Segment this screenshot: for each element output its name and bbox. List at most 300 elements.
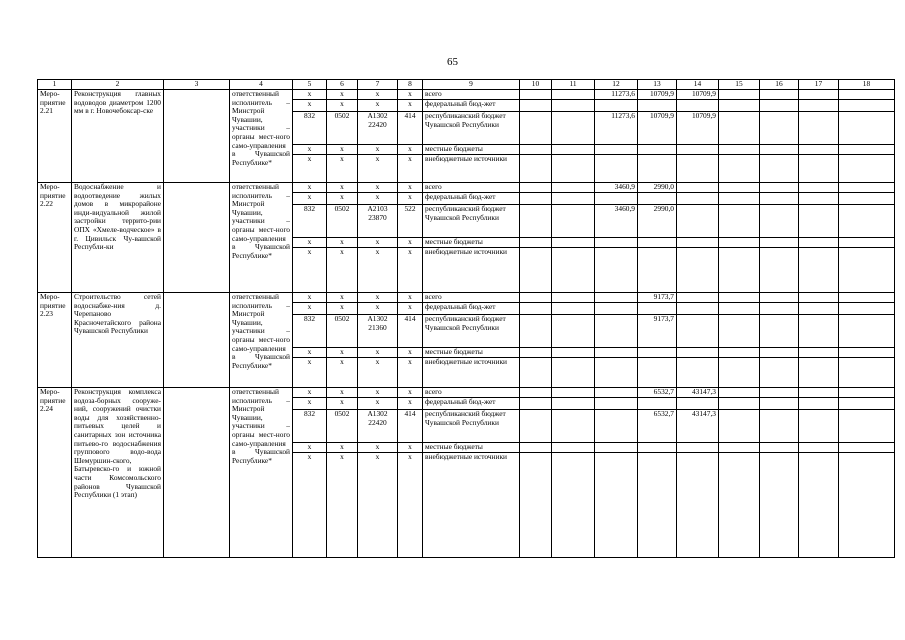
year-value-cell xyxy=(552,145,595,155)
year-value-cell xyxy=(799,205,839,238)
column-header: 8 xyxy=(398,80,423,90)
section-code-cell: x xyxy=(327,100,358,112)
year-value-cell xyxy=(677,398,719,410)
expense-type-cell: x xyxy=(398,348,423,358)
funding-source-cell: всего xyxy=(423,183,520,193)
target-article-cell: А2103 23870 xyxy=(358,205,398,238)
year-value-cell xyxy=(799,348,839,358)
year-value-cell xyxy=(719,293,760,303)
section-code-cell: x xyxy=(327,248,358,293)
year-value-cell xyxy=(839,145,895,155)
year-value-cell xyxy=(799,238,839,248)
year-value-cell xyxy=(839,358,895,388)
year-value-cell xyxy=(677,145,719,155)
year-value-cell xyxy=(595,358,638,388)
year-value-cell xyxy=(799,453,839,558)
year-value-cell xyxy=(638,453,677,558)
table-row xyxy=(38,183,895,193)
column-header: 13 xyxy=(638,80,677,90)
year-value-cell xyxy=(839,183,895,193)
expense-type-cell: x xyxy=(398,303,423,315)
year-value-cell xyxy=(760,248,799,293)
year-value-cell xyxy=(839,348,895,358)
empty-cell xyxy=(164,183,230,293)
section-code-cell: x xyxy=(327,193,358,205)
year-value-cell xyxy=(595,303,638,315)
year-value-cell xyxy=(520,90,552,100)
funding-source-cell: местные бюджеты xyxy=(423,443,520,453)
column-header: 17 xyxy=(799,80,839,90)
year-value-cell xyxy=(719,443,760,453)
year-value-cell xyxy=(595,453,638,558)
funding-source-cell: всего xyxy=(423,388,520,398)
year-value-cell xyxy=(677,315,719,348)
year-value-cell xyxy=(520,398,552,410)
year-value-cell: 10709,9 xyxy=(677,90,719,100)
year-value-cell xyxy=(719,398,760,410)
year-value-cell xyxy=(760,303,799,315)
section-code-cell: x xyxy=(327,303,358,315)
year-value-cell xyxy=(839,248,895,293)
section-code-cell: 0502 xyxy=(327,410,358,443)
year-value-cell xyxy=(520,348,552,358)
year-value-cell xyxy=(839,238,895,248)
executor-cell: ответственный исполнитель – Минстрой Чувашии, участники – органы мест-ного само-управления в Чувашской Республике* xyxy=(230,183,293,293)
year-value-cell xyxy=(595,398,638,410)
ministry-code-cell: x xyxy=(293,348,327,358)
year-value-cell: 10709,9 xyxy=(677,112,719,145)
year-value-cell xyxy=(799,388,839,398)
year-value-cell xyxy=(595,293,638,303)
year-value-cell xyxy=(552,205,595,238)
year-value-cell: 10709,9 xyxy=(638,90,677,100)
year-value-cell xyxy=(760,293,799,303)
empty-cell xyxy=(164,293,230,388)
section-code-cell: x xyxy=(327,155,358,183)
expense-type-cell: x xyxy=(398,193,423,205)
year-value-cell xyxy=(595,410,638,443)
year-value-cell xyxy=(799,183,839,193)
year-value-cell: 2990,0 xyxy=(638,205,677,238)
year-value-cell xyxy=(638,443,677,453)
funding-source-cell: республиканский бюджет Чувашской Республики xyxy=(423,112,520,145)
year-value-cell xyxy=(520,205,552,238)
year-value-cell xyxy=(799,90,839,100)
year-value-cell xyxy=(760,315,799,348)
year-value-cell xyxy=(638,248,677,293)
section-code-cell: x xyxy=(327,398,358,410)
ministry-code-cell: x xyxy=(293,453,327,558)
year-value-cell xyxy=(799,293,839,303)
funding-source-cell: местные бюджеты xyxy=(423,145,520,155)
target-article-cell: x xyxy=(358,100,398,112)
section-code-cell: x xyxy=(327,453,358,558)
year-value-cell xyxy=(520,293,552,303)
ministry-code-cell: x xyxy=(293,248,327,293)
year-value-cell xyxy=(760,443,799,453)
funding-source-cell: республиканский бюджет Чувашской Республики xyxy=(423,410,520,443)
measure-name-cell: Строительство сетей водоснабже-ния д. Черепаново Красночетайского района Чувашской Республики xyxy=(72,293,164,388)
ministry-code-cell: x xyxy=(293,293,327,303)
year-value-cell xyxy=(839,398,895,410)
year-value-cell xyxy=(520,358,552,388)
year-value-cell xyxy=(677,453,719,558)
table-row xyxy=(38,388,895,398)
year-value-cell xyxy=(677,238,719,248)
measure-name-cell: Реконструкция главных водоводов диаметром 1200 мм в г. Новочебоксар-ске xyxy=(72,90,164,183)
year-value-cell xyxy=(719,90,760,100)
target-article-cell: x xyxy=(358,348,398,358)
year-value-cell xyxy=(760,183,799,193)
ministry-code-cell: x xyxy=(293,398,327,410)
target-article-cell: x xyxy=(358,238,398,248)
year-value-cell xyxy=(719,183,760,193)
year-value-cell xyxy=(638,348,677,358)
year-value-cell xyxy=(760,398,799,410)
year-value-cell xyxy=(719,358,760,388)
measure-name-cell: Водоснабжение и водоотведение жилых домов в микрорайоне инди-видуальной жилой застройки террито-рии ОПХ «Хмеле-водческое» в г. Цивильск Чу-вашской Республи-ки xyxy=(72,183,164,293)
column-header: 11 xyxy=(552,80,595,90)
year-value-cell: 6532,7 xyxy=(638,388,677,398)
measure-cell: Меро- приятие 2.23 xyxy=(38,293,72,388)
year-value-cell xyxy=(638,193,677,205)
funding-source-cell: федеральный бюд-жет xyxy=(423,398,520,410)
year-value-cell xyxy=(595,348,638,358)
year-value-cell xyxy=(677,100,719,112)
expense-type-cell: x xyxy=(398,145,423,155)
year-value-cell: 9173,7 xyxy=(638,315,677,348)
year-value-cell xyxy=(552,112,595,145)
year-value-cell xyxy=(677,443,719,453)
year-value-cell xyxy=(552,348,595,358)
funding-source-cell: всего xyxy=(423,90,520,100)
empty-cell xyxy=(164,90,230,183)
year-value-cell xyxy=(552,155,595,183)
funding-source-cell: местные бюджеты xyxy=(423,348,520,358)
year-value-cell xyxy=(595,155,638,183)
year-value-cell xyxy=(760,112,799,145)
column-header: 6 xyxy=(327,80,358,90)
year-value-cell xyxy=(839,155,895,183)
target-article-cell: А1302 22420 xyxy=(358,112,398,145)
year-value-cell xyxy=(638,145,677,155)
year-value-cell xyxy=(595,145,638,155)
expense-type-cell: x xyxy=(398,453,423,558)
year-value-cell xyxy=(839,193,895,205)
target-article-cell: x xyxy=(358,248,398,293)
year-value-cell xyxy=(719,238,760,248)
year-value-cell xyxy=(552,410,595,443)
year-value-cell xyxy=(799,145,839,155)
year-value-cell xyxy=(760,388,799,398)
table-row xyxy=(38,90,895,100)
year-value-cell xyxy=(719,303,760,315)
year-value-cell xyxy=(552,100,595,112)
year-value-cell xyxy=(520,410,552,443)
column-header: 2 xyxy=(72,80,164,90)
year-value-cell xyxy=(595,100,638,112)
measure-cell: Меро- приятие 2.22 xyxy=(38,183,72,293)
funding-source-cell: внебюджетные источники xyxy=(423,358,520,388)
year-value-cell xyxy=(799,443,839,453)
column-header: 14 xyxy=(677,80,719,90)
year-value-cell xyxy=(760,145,799,155)
measure-cell: Меро- приятие 2.24 xyxy=(38,388,72,558)
budget-table xyxy=(37,79,895,558)
target-article-cell: x xyxy=(358,303,398,315)
ministry-code-cell: x xyxy=(293,183,327,193)
section-code-cell: x xyxy=(327,183,358,193)
year-value-cell xyxy=(839,410,895,443)
year-value-cell xyxy=(760,90,799,100)
year-value-cell xyxy=(839,315,895,348)
expense-type-cell: 414 xyxy=(398,410,423,443)
year-value-cell xyxy=(719,193,760,205)
year-value-cell xyxy=(677,348,719,358)
column-header: 5 xyxy=(293,80,327,90)
year-value-cell xyxy=(839,453,895,558)
year-value-cell xyxy=(719,248,760,293)
year-value-cell xyxy=(677,155,719,183)
funding-source-cell: внебюджетные источники xyxy=(423,155,520,183)
ministry-code-cell: x xyxy=(293,90,327,100)
ministry-code-cell: x xyxy=(293,388,327,398)
year-value-cell xyxy=(760,410,799,443)
funding-source-cell: всего xyxy=(423,293,520,303)
year-value-cell xyxy=(719,348,760,358)
year-value-cell xyxy=(839,112,895,145)
year-value-cell xyxy=(552,388,595,398)
year-value-cell xyxy=(595,238,638,248)
year-value-cell xyxy=(520,453,552,558)
table-row xyxy=(38,293,895,303)
target-article-cell: x xyxy=(358,358,398,388)
funding-source-cell: внебюджетные источники xyxy=(423,453,520,558)
year-value-cell xyxy=(520,112,552,145)
year-value-cell xyxy=(760,453,799,558)
year-value-cell xyxy=(552,90,595,100)
year-value-cell xyxy=(638,303,677,315)
year-value-cell xyxy=(719,100,760,112)
year-value-cell xyxy=(839,443,895,453)
year-value-cell: 9173,7 xyxy=(638,293,677,303)
year-value-cell xyxy=(677,193,719,205)
target-article-cell: x xyxy=(358,443,398,453)
year-value-cell xyxy=(719,145,760,155)
year-value-cell xyxy=(719,112,760,145)
year-value-cell xyxy=(839,100,895,112)
ministry-code-cell: 832 xyxy=(293,112,327,145)
section-code-cell: x xyxy=(327,293,358,303)
column-header: 4 xyxy=(230,80,293,90)
target-article-cell: x xyxy=(358,398,398,410)
expense-type-cell: x xyxy=(398,100,423,112)
year-value-cell xyxy=(638,398,677,410)
year-value-cell: 11273,6 xyxy=(595,112,638,145)
year-value-cell xyxy=(520,315,552,348)
year-value-cell xyxy=(799,155,839,183)
year-value-cell: 2990,0 xyxy=(638,183,677,193)
expense-type-cell: x xyxy=(398,388,423,398)
year-value-cell xyxy=(677,248,719,293)
executor-cell: ответственный исполнитель – Минстрой Чувашии, участники – органы мест-ного само-управления в Чувашской Республике* xyxy=(230,388,293,558)
expense-type-cell: x xyxy=(398,443,423,453)
funding-source-cell: местные бюджеты xyxy=(423,238,520,248)
page-number: 65 xyxy=(447,56,458,68)
year-value-cell xyxy=(552,315,595,348)
section-code-cell: x xyxy=(327,443,358,453)
year-value-cell xyxy=(799,100,839,112)
year-value-cell xyxy=(520,193,552,205)
year-value-cell xyxy=(677,293,719,303)
year-value-cell xyxy=(677,183,719,193)
year-value-cell xyxy=(839,90,895,100)
year-value-cell xyxy=(638,100,677,112)
column-header: 1 xyxy=(38,80,72,90)
year-value-cell xyxy=(799,410,839,443)
year-value-cell xyxy=(552,398,595,410)
expense-type-cell: 414 xyxy=(398,315,423,348)
year-value-cell xyxy=(520,248,552,293)
target-article-cell: x xyxy=(358,183,398,193)
table-body xyxy=(38,80,895,558)
year-value-cell xyxy=(799,398,839,410)
measure-name-cell: Реконструкция комплекса водоза-борных сооруже-ний, сооружений очистки воды для хозяйственно-питьевых целей и санитарных зон источника питьево-го водоснабжения группового водо-вода Шемуршин-ского, Батыревско-го и южной части Комсомольского районов Чувашской Республики (1 этап) xyxy=(72,388,164,558)
expense-type-cell: x xyxy=(398,238,423,248)
section-code-cell: x xyxy=(327,358,358,388)
year-value-cell: 43147,3 xyxy=(677,388,719,398)
funding-source-cell: федеральный бюд-жет xyxy=(423,193,520,205)
target-article-cell: x xyxy=(358,388,398,398)
column-header: 12 xyxy=(595,80,638,90)
year-value-cell xyxy=(760,193,799,205)
expense-type-cell: x xyxy=(398,155,423,183)
funding-source-cell: республиканский бюджет Чувашской Республики xyxy=(423,205,520,238)
expense-type-cell: 522 xyxy=(398,205,423,238)
year-value-cell xyxy=(552,193,595,205)
year-value-cell xyxy=(638,358,677,388)
executor-cell: ответственный исполнитель – Минстрой Чувашии, участники – органы мест-ного само-управления в Чувашской Республике* xyxy=(230,90,293,183)
funding-source-cell: федеральный бюд-жет xyxy=(423,303,520,315)
ministry-code-cell: 832 xyxy=(293,315,327,348)
year-value-cell xyxy=(552,293,595,303)
year-value-cell xyxy=(677,303,719,315)
ministry-code-cell: x xyxy=(293,303,327,315)
expense-type-cell: x xyxy=(398,398,423,410)
column-header: 10 xyxy=(520,80,552,90)
section-code-cell: 0502 xyxy=(327,112,358,145)
year-value-cell xyxy=(799,358,839,388)
target-article-cell: x xyxy=(358,145,398,155)
year-value-cell xyxy=(595,193,638,205)
expense-type-cell: x xyxy=(398,183,423,193)
year-value-cell: 3460,9 xyxy=(595,205,638,238)
year-value-cell xyxy=(638,238,677,248)
target-article-cell: x xyxy=(358,155,398,183)
year-value-cell xyxy=(719,453,760,558)
column-header: 7 xyxy=(358,80,398,90)
column-header: 3 xyxy=(164,80,230,90)
ministry-code-cell: x xyxy=(293,100,327,112)
target-article-cell: x xyxy=(358,453,398,558)
section-code-cell: x xyxy=(327,238,358,248)
year-value-cell xyxy=(839,388,895,398)
year-value-cell xyxy=(520,145,552,155)
year-value-cell xyxy=(799,193,839,205)
target-article-cell: x xyxy=(358,293,398,303)
year-value-cell xyxy=(520,155,552,183)
ministry-code-cell: x xyxy=(293,193,327,205)
year-value-cell xyxy=(595,443,638,453)
year-value-cell xyxy=(552,248,595,293)
year-value-cell xyxy=(799,248,839,293)
year-value-cell xyxy=(677,205,719,238)
year-value-cell xyxy=(595,248,638,293)
column-header: 15 xyxy=(719,80,760,90)
section-code-cell: 0502 xyxy=(327,205,358,238)
year-value-cell: 10709,9 xyxy=(638,112,677,145)
year-value-cell xyxy=(552,453,595,558)
ministry-code-cell: x xyxy=(293,443,327,453)
ministry-code-cell: x xyxy=(293,145,327,155)
year-value-cell xyxy=(719,388,760,398)
year-value-cell xyxy=(677,358,719,388)
ministry-code-cell: x xyxy=(293,238,327,248)
year-value-cell xyxy=(839,303,895,315)
year-value-cell xyxy=(799,315,839,348)
ministry-code-cell: 832 xyxy=(293,410,327,443)
year-value-cell xyxy=(719,205,760,238)
year-value-cell xyxy=(552,238,595,248)
year-value-cell xyxy=(760,205,799,238)
year-value-cell xyxy=(719,410,760,443)
year-value-cell xyxy=(760,358,799,388)
empty-cell xyxy=(164,388,230,558)
year-value-cell xyxy=(760,238,799,248)
expense-type-cell: x xyxy=(398,248,423,293)
year-value-cell xyxy=(552,303,595,315)
ministry-code-cell: x xyxy=(293,358,327,388)
column-number-row xyxy=(38,80,895,90)
section-code-cell: x xyxy=(327,145,358,155)
section-code-cell: x xyxy=(327,348,358,358)
year-value-cell: 43147,3 xyxy=(677,410,719,443)
year-value-cell xyxy=(799,303,839,315)
column-header: 18 xyxy=(839,80,895,90)
section-code-cell: 0502 xyxy=(327,315,358,348)
year-value-cell xyxy=(760,348,799,358)
year-value-cell xyxy=(839,293,895,303)
year-value-cell: 3460,9 xyxy=(595,183,638,193)
ministry-code-cell: x xyxy=(293,155,327,183)
year-value-cell xyxy=(520,183,552,193)
year-value-cell xyxy=(520,388,552,398)
year-value-cell xyxy=(760,100,799,112)
section-code-cell: x xyxy=(327,388,358,398)
expense-type-cell: x xyxy=(398,358,423,388)
year-value-cell xyxy=(595,315,638,348)
target-article-cell: x xyxy=(358,90,398,100)
year-value-cell xyxy=(552,183,595,193)
funding-source-cell: внебюджетные источники xyxy=(423,248,520,293)
year-value-cell xyxy=(799,112,839,145)
year-value-cell: 6532,7 xyxy=(638,410,677,443)
year-value-cell xyxy=(520,443,552,453)
year-value-cell xyxy=(520,100,552,112)
year-value-cell xyxy=(638,155,677,183)
expense-type-cell: x xyxy=(398,90,423,100)
executor-cell: ответственный исполнитель – Минстрой Чувашии, участники – органы мест-ного само-управления в Чувашской Республике* xyxy=(230,293,293,388)
